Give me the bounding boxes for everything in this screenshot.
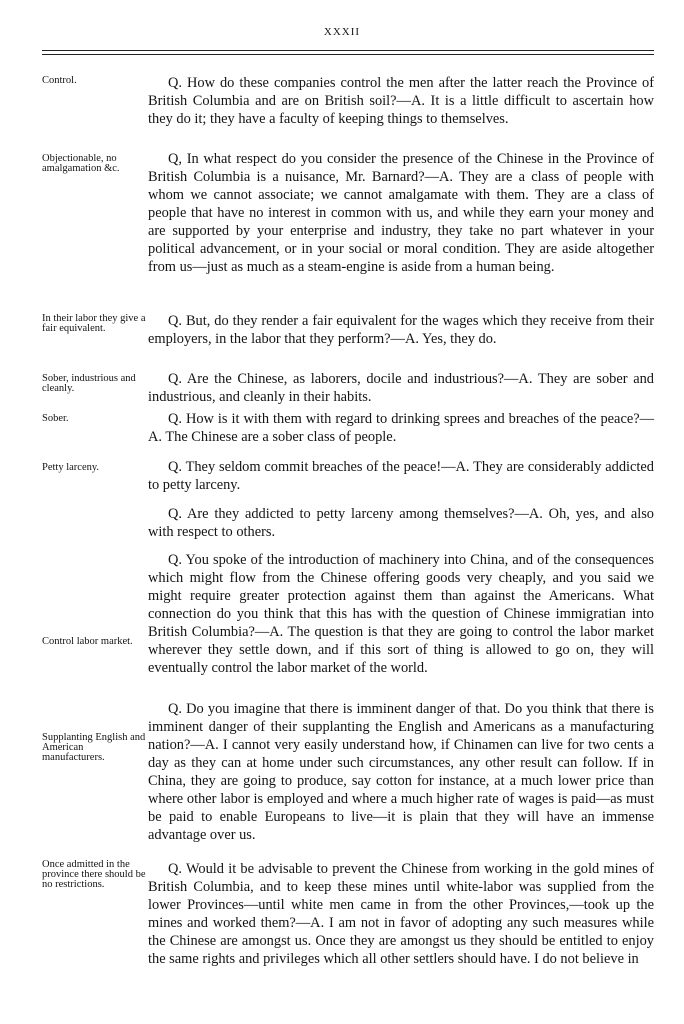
page-number: XXXII (323, 26, 361, 38)
testimony-paragraph: Q. Would it be advisable to prevent the Chinese from working in the gold mines of British Columbia, and to keep these mines until white-labor was supplied from the lower Provinces—until white men came in from the other Provinces,—took up the mines and worked them?—A. I am not in favor of adopting any such measures while the Chinese are amongst us. Once they are amongst us they should be entitled to enjoy the same rights and privileges which all other settlers should have. I do not believe in (148, 861, 654, 967)
margin-note: Supplanting English and American manufacturers. (42, 732, 146, 763)
testimony-paragraph: Q. But, do they render a fair equivalent for the wages which they receive from their employers, in the labor that they perform?—A. Yes, they do. (148, 313, 654, 347)
margin-note: Sober, industrious and cleanly. (42, 373, 136, 394)
testimony-paragraph: Q. How do these companies control the men after the latter reach the Province of British Columbia and are on British soil?—A. It is a little difficult to ascertain how they do it; they have a faculty of keeping things to themselves. (148, 75, 654, 127)
margin-note: Sober. (42, 413, 69, 424)
margin-note: Petty larceny. (42, 462, 100, 473)
margin-note: Once admitted in the province there should be no restrictions. (42, 859, 146, 890)
testimony-paragraph: Q. How is it with them with regard to drinking sprees and breaches of the peace?—A. The Chinese are a sober class of people. (148, 411, 654, 445)
testimony-paragraph: Q, In what respect do you consider the presence of the Chinese in the Province of British Columbia is a nuisance, Mr. Barnard?—A. They are a class of people with whom we cannot associate; we cannot amalgamate with them. They are a class of people that have no interest in common with us, and while they earn your money and are supported by your enterprise and industry, they take no part whatever in your political advancement, or in your social or moral condition. They are aside altogether from us—just as much as a steam-engine is aside from a human being. (148, 151, 654, 275)
header-rule-bottom (42, 54, 654, 55)
testimony-paragraph: Q. Are the Chinese, as laborers, docile and industrious?—A. They are sober and industrious, and cleanly in their habits. (148, 371, 654, 405)
margin-note: In their labor they give a fair equivalent. (42, 313, 146, 334)
header-rule-top (42, 50, 654, 51)
testimony-paragraph: Q. Do you imagine that there is imminent danger of that. Do you think that there is imminent danger of their supplanting the English and Americans as a manufacturing nation?—A. I cannot very easily understand how, if Chinamen can live for two cents a day as they can at home under such circumstances, any other result can follow. If in China, they are going to produce, say cotton for instance, at a much lower price than where other labor is employed and where a much higher rate of wages is paid—as must be paid to enable Europeans to live—it is plain that they will have an immense advantage over us. (148, 701, 654, 843)
testimony-paragraph: Q. You spoke of the introduction of machinery into China, and of the consequences which might flow from the Chinese offering goods very cheaply, and you said we might require greater protection against them than against the Americans. What connection do you think that this has with the question of Chinese immigratian into British Columbia?—A. The question is that they are going to control the labor market wherever they settle down, and if this sort of thing is allowed to go on, they will eventually control the labor market of the world. (148, 552, 654, 676)
margin-note: Control labor market. (42, 636, 133, 647)
testimony-paragraph: Q. Are they addicted to petty larceny among themselves?—A. Oh, yes, and also with respect to others. (148, 506, 654, 540)
margin-note: Control. (42, 75, 77, 86)
testimony-paragraph: Q. They seldom commit breaches of the peace!—A. They are considerably addicted to petty larceny. (148, 459, 654, 493)
margin-note: Objectionable, no amalgamation &c. (42, 153, 120, 174)
